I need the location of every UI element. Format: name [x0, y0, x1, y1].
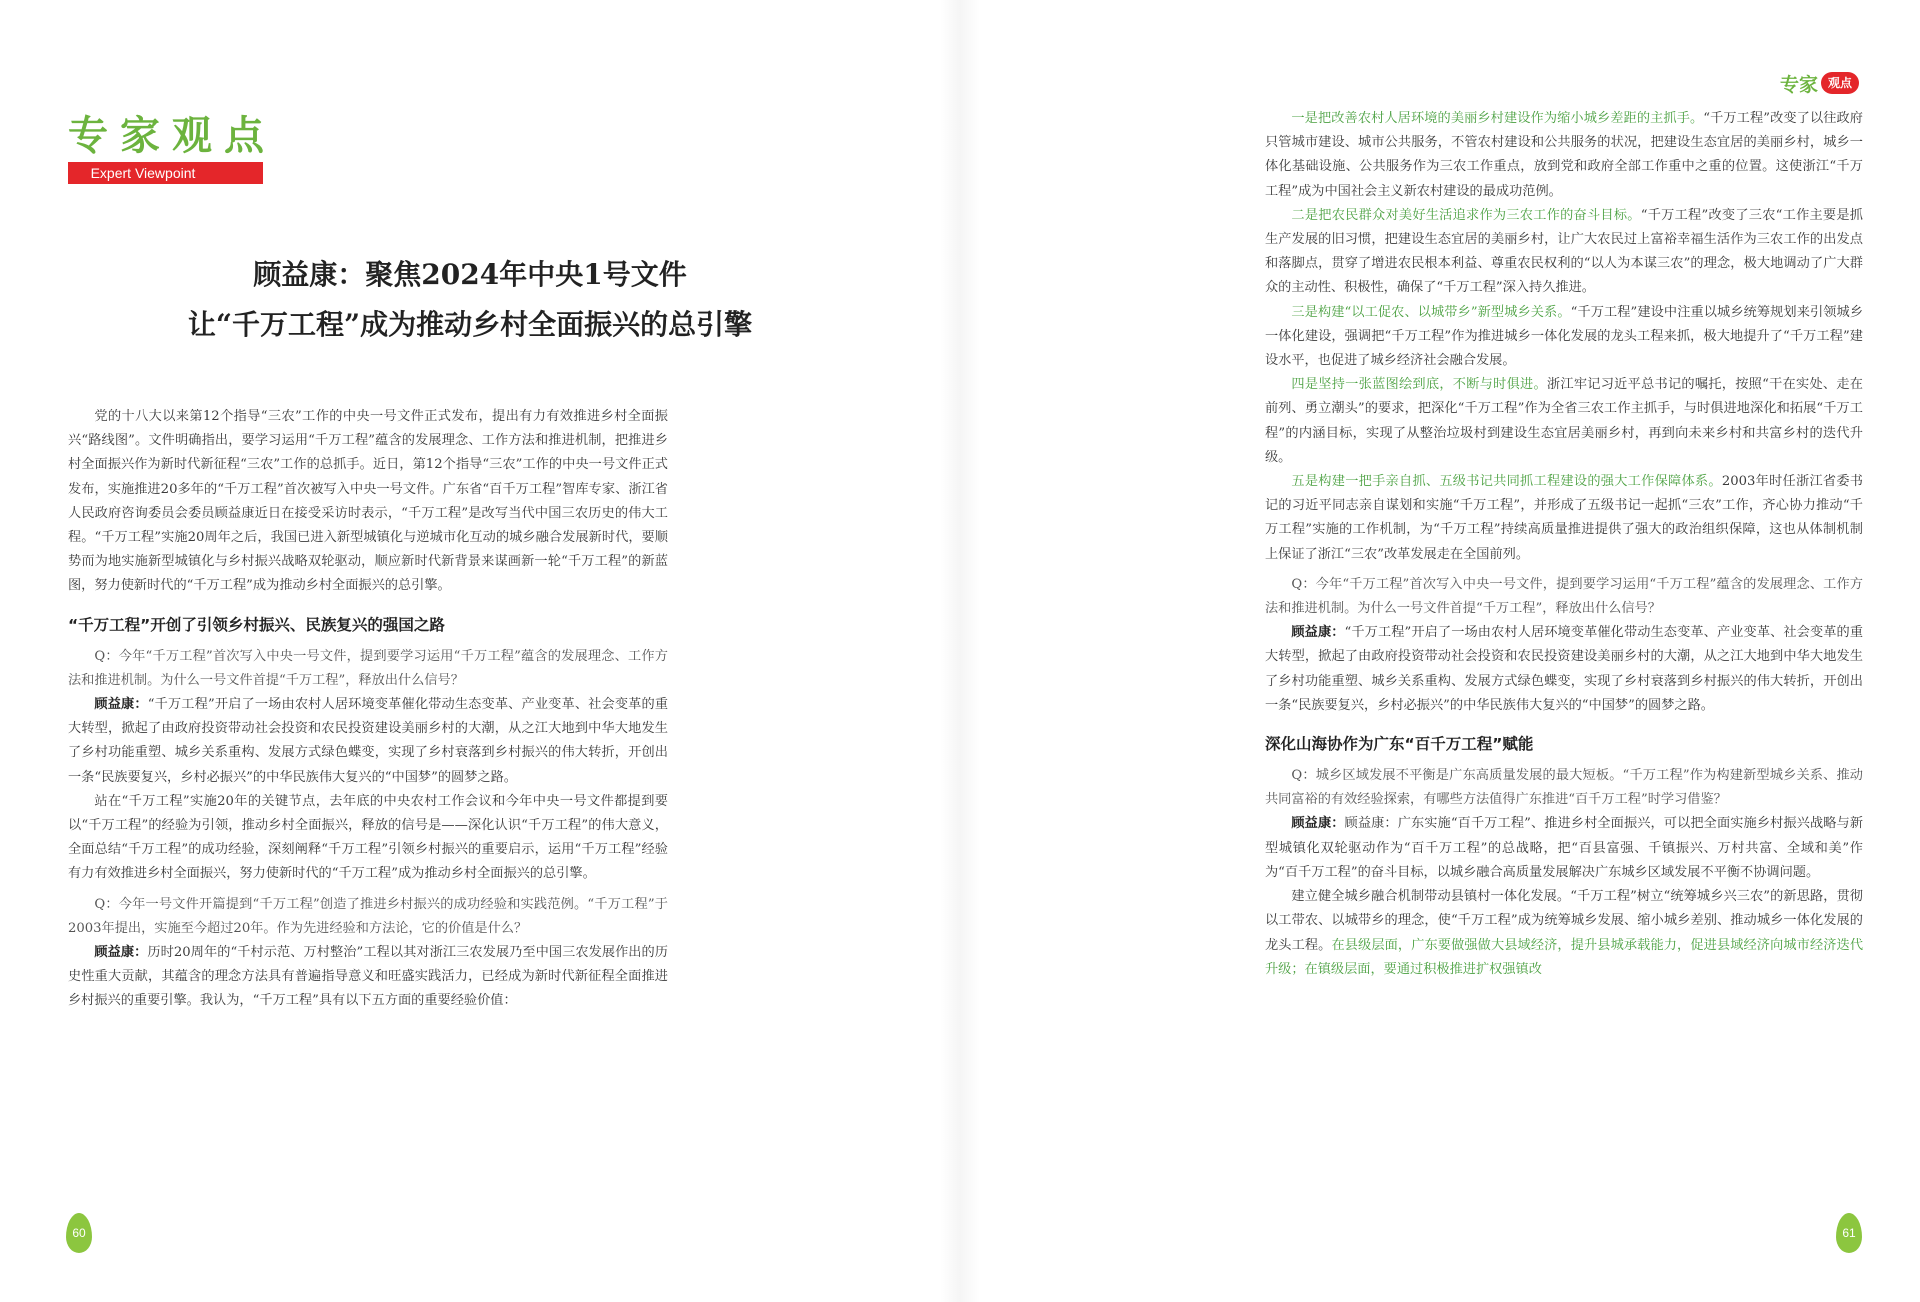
point-4-lead: 四是坚持一张蓝图绘到底，不断与时俱进。 — [1291, 377, 1547, 393]
point-3-text: “千万工程”建设中注重以城乡统筹规划来引领城乡一体化建设，强调把“千万工程”作为推进城乡一体化发展的龙头工程来抓，极大地提升了“千万工程”建设水平，也促进了城乡经济社会融合发展。 — [1265, 304, 1864, 369]
answer-2-speaker: 顾益康： — [94, 945, 148, 961]
answer-1-text: “千万工程”开启了一场由农村人居环境变革催化带动生态变革、产业变革、社会变革的重大转型，掀起了由政府投资带动社会投资和农民投资建设美丽乡村的大潮，从之江大地到中华大地发生了乡村功能重塑、城乡关系重构、发展方式绿色蝶变，实现了乡村衰落到乡村振兴的伟大转折，开创出一条“民族要复兴，乡村必振兴”的中华民族伟大复兴的“中国梦”的圆梦之路。 — [68, 697, 669, 785]
point-5-lead: 五是构建一把手亲自抓、五级书记共同抓工程建设的强大工作保障体系。 — [1291, 474, 1722, 490]
section-heading-2: 深化山海协作为广东“百千万工程”赋能 — [1265, 735, 1534, 754]
answer-1b: 站在“千万工程”实施20年的关键节点，去年底的中央农村工作会议和今年中央一号文件都提到要以“千万工程”的经验为引领，推动乡村全面振兴，释放的信号是——深化认识“千万工程”的伟大意义，全面总结“千万工程”的成功经验，深刻阐释“千万工程”引领乡村振兴的重要启示，运用“千万工程”经验有力有效推进乡村全面振兴，努力使新时代的“千万工程”成为推动乡村全面振兴的总引擎。 — [68, 793, 668, 882]
answer-1-speaker: 顾益康： — [94, 697, 148, 713]
section-logo-badge: 观点 — [1821, 72, 1859, 94]
answer-3-speaker: 顾益康： — [1291, 625, 1345, 641]
section-brand-title: 专家观点 — [68, 113, 276, 159]
intro-paragraph: 党的十八大以来第12个指导“三农”工作的中央一号文件正式发布，提出有力有效推进乡村全面振兴“路线图”。文件明确指出，要学习运用“千万工程”蕴含的发展理念、工作方法和推进机制，把推进乡村全面振兴作为新时代新征程“三农”工作的总抓手。近日，第12个指导“三农”工作的中央一号文件正式发布，实施推进20多年的“千万工程”首次被写入中央一号文件。广东省“百千万工程”智库专家、浙江省人民政府咨询委员会委员顾益康近日在接受采访时表示，“千万工程”是改写当代中国三农历史的伟大工程。“千万工程”实施20周年之后，我国已进入新型城镇化与逆城市化互动的城乡融合发展新时代，要顺势而为地实施新型城镇化与乡村振兴战略双轮驱动，顺应新时代新背景来谋画新一轮“千万工程”的新蓝图，努力使新时代的“千万工程”成为推动乡村全面振兴的总引擎。 — [68, 409, 668, 594]
question-4: Q：城乡区域发展不平衡是广东高质量发展的最大短板。“千万工程”作为构建新型城乡关系、推动共同富裕的有效经验探索，有哪些方法值得广东推进“百千万工程”时学习借鉴？ — [1265, 768, 1863, 808]
answer-4b — [1265, 885, 1863, 982]
question-1: Q：今年“千万工程”首次写入中央一号文件，提到要学习运用“千万工程”蕴含的发展理念、工作方法和推进机制。为什么一号文件首提“千万工程”，释放出什么信号？ — [68, 648, 668, 688]
point-1-lead: 一是把改善农村人居环境的美丽乡村建设作为缩小城乡差距的主抓手。 — [1291, 111, 1704, 126]
question-3: Q：今年“千万工程”首次写入中央一号文件，提到要学习运用“千万工程”蕴含的发展理念、工作方法和推进机制。为什么一号文件首提“千万工程”，释放出什么信号？ — [1265, 576, 1863, 617]
headline-line-1: 顾益康：聚焦2024年中央1号文件 — [253, 258, 687, 291]
answer-4 — [1265, 812, 1863, 885]
point-5-text: 2003年时任浙江省委书记的习近平同志亲自谋划和实施“千万工程”，并形成了五级书记一起抓“三农”工作，齐心协力推动“千万工程”实施的工作机制，为“千万工程”持续高质量推进提供了强大的政治组织保障，这也从体制机制上保证了浙江“三农”改革发展走在全国前列。 — [1265, 474, 1863, 562]
point-3-lead: 三是构建“以工促农、以城带乡”新型城乡关系。 — [1291, 304, 1571, 320]
point-3 — [1265, 301, 1863, 374]
section-logo — [1780, 70, 1859, 96]
answer-3-text: “千万工程”开启了一场由农村人居环境变革催化带动生态变革、产业变革、社会变革的重大转型，掀起了由政府投资带动社会投资和农民投资建设美丽乡村的大潮，从之江大地到中华大地发生了乡村功能重塑、城乡关系重构、发展方式绿色蝶变，实现了乡村衰落到乡村振兴的伟大转折，开创出一条“民族要复兴，乡村必振兴”的中华民族伟大复兴的“中国梦”的圆梦之路。 — [1265, 625, 1864, 713]
answer-4b-green: 在县级层面，广东要做强做大县域经济，提升县城承载能力，促进县域经济向城市经济迭代升级；在镇级层面，要通过积极推进扩权强镇改 — [1265, 937, 1864, 977]
point-5 — [1265, 470, 1863, 567]
point-2-lead: 二是把农民群众对美好生活追求作为三农工作的奋斗目标。 — [1291, 207, 1641, 223]
left-article-column — [68, 405, 668, 1014]
answer-4-speaker: 顾益康： — [1291, 816, 1345, 832]
point-1-text: “千万工程”改变了以往政府只管城市建设、城市公共服务，不管农村建设和公共服务的状况，把建设生态宜居的美丽乡村，城乡一体化基础设施、公共服务作为三农工作重点，放到党和政府全部工作重中之重的位置。这使浙江“千万工程”成为中国社会主义新农村建设的最成功范例。 — [1265, 111, 1863, 199]
answer-3 — [1265, 621, 1863, 718]
answer-4b-text: 建立健全城乡融合机制带动县镇村一体化发展。“千万工程”树立“统筹城乡兴三农”的新思路，贯彻以工带农、以城带乡的理念，使“千万工程”成为统筹城乡发展、缩小城乡差别、推动城乡一体化发展的龙头工程。 — [1265, 889, 1863, 953]
point-1 — [1265, 107, 1863, 204]
headline-line-2: 让“千万工程”成为推动乡村全面振兴的总引擎 — [187, 308, 753, 341]
answer-4-text: 顾益康：广东实施“百千万工程”、推进乡村全面振兴，可以把全面实施乡村振兴战略与新型城镇化双轮驱动作为“百千万工程”的总战略，把“百县富强、千镇振兴、万村共富、全域和美”作为“百千万工程”的奋斗目标，以城乡融合高质量发展解决广东城乡区域发展不平衡不协调问题。 — [1265, 816, 1864, 880]
question-2: Q：今年一号文件开篇提到“千万工程”创造了推进乡村振兴的成功经验和实践范例。“千万工程”于2003年提出，实施至今超过20年。作为先进经验和方法论，它的价值是什么？ — [68, 896, 668, 936]
point-2 — [1265, 204, 1863, 301]
answer-2-text: 历时20周年的“千村示范、万村整治”工程以其对浙江三农发展乃至中国三农发展作出的历史性重大贡献，其蕴含的理念方法具有普遍指导意义和旺盛实践活力，已经成为新时代新征程全面推进乡村振兴的重要引擎。我认为，“千万工程”具有以下五方面的重要经验价值： — [68, 945, 668, 1009]
answer-1 — [68, 693, 668, 790]
section-logo-text: 专家 — [1780, 73, 1819, 96]
answer-2 — [68, 941, 668, 1014]
page-number-left: 60 — [66, 1213, 92, 1253]
point-4-text: 浙江牢记习近平总书记的嘱托，按照“干在实处、走在前列、勇立潮头”的要求，把深化“千万工程”作为全省三农工作主抓手，与时俱进地深化和拓展“千万工程”的内涵目标，实现了从整治垃圾村到建设生态宜居美丽乡村，再到向未来乡村和共富乡村的迭代升级。 — [1265, 377, 1863, 465]
right-article-column — [1265, 107, 1863, 982]
page-number-right: 61 — [1836, 1213, 1862, 1253]
point-4 — [1265, 373, 1863, 470]
section-brand-subtitle: Expert Viewpoint — [90, 165, 196, 181]
section-heading-1: “千万工程”开创了引领乡村振兴、民族复兴的强国之路 — [68, 615, 445, 634]
point-2-text: “千万工程”改变了三农“工作主要是抓生产发展的旧习惯，把建设生态宜居的美丽乡村，让广大农民过上富裕幸福生活作为三农工作的出发点和落脚点，贯穿了增进农民根本利益、尊重农民权利的“以人为本谋三农”的理念，极大地调动了广大群众的主动性、积极性，确保了“千万工程”深入持久推进。 — [1265, 207, 1863, 296]
